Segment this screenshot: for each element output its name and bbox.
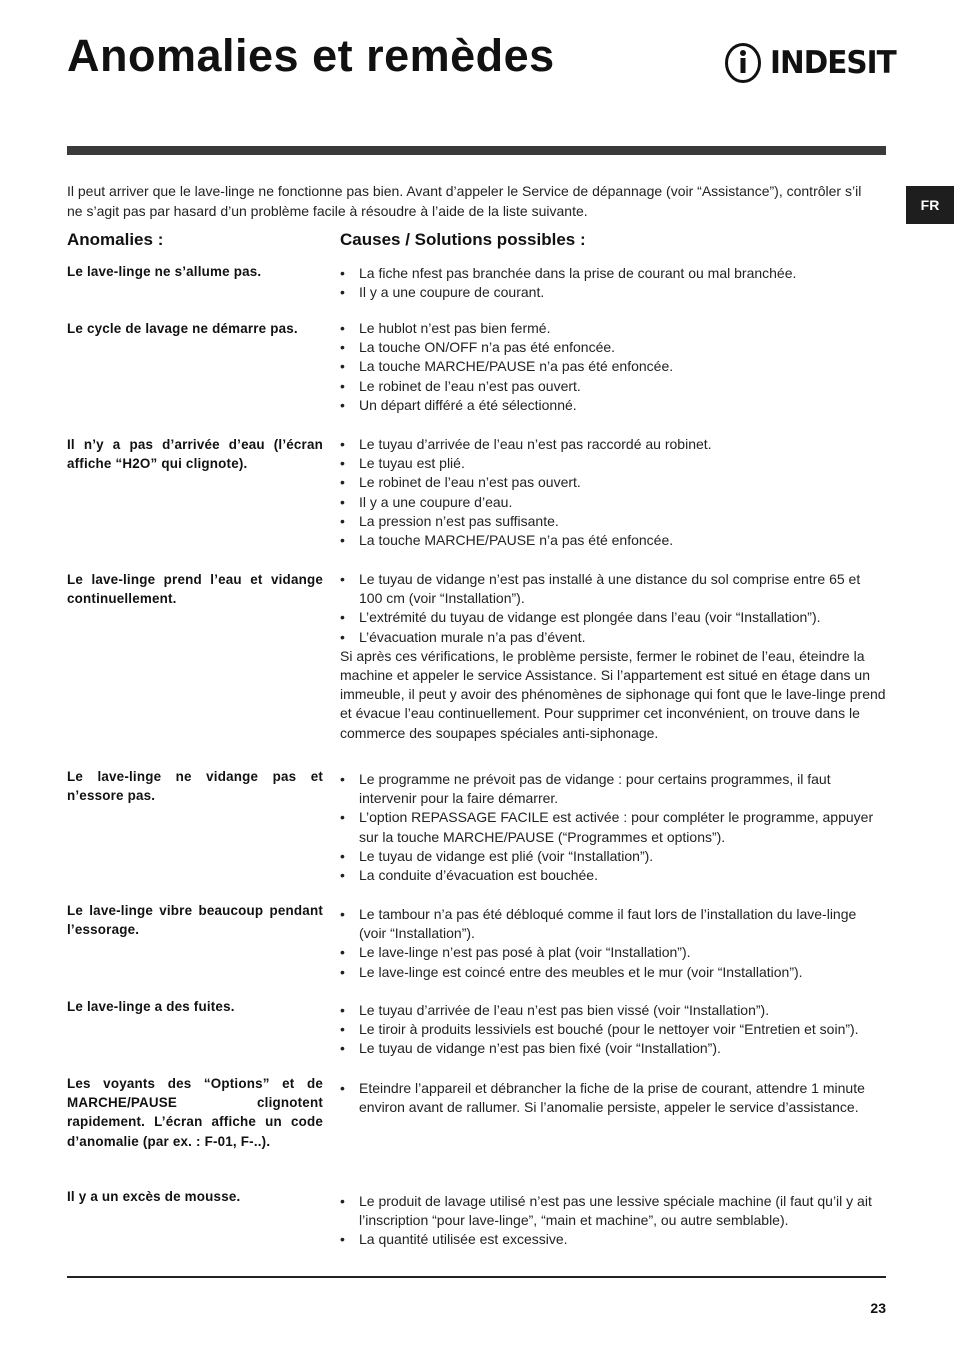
anomaly-label: Le lave-linge ne s’allume pas. bbox=[67, 264, 262, 279]
cause-item bbox=[340, 396, 886, 415]
bullet-icon: • bbox=[340, 1080, 345, 1096]
brand-logo bbox=[724, 42, 902, 84]
cause-text: Le tuyau est plié. bbox=[359, 455, 465, 472]
cause-item bbox=[340, 866, 886, 885]
anomaly-label: Le lave-linge a des fuites. bbox=[67, 999, 235, 1014]
cause-item bbox=[340, 770, 886, 808]
cause-text: La touche MARCHE/PAUSE n’a pas été enfoncée. bbox=[359, 532, 674, 549]
cause-item bbox=[340, 357, 886, 376]
anomaly-label: Il y a un excès de mousse. bbox=[67, 1189, 241, 1204]
intro-text: Il peut arriver que le lave-linge ne fonctionne pas bien. Avant d’appeler le Service de dépannage (voir “Assistance”), contrôler s’il ne s’agit pas par hasard d’un problème facile à résoudre à l’aide de la liste suivante. bbox=[67, 183, 862, 219]
bullet-icon: • bbox=[340, 1002, 345, 1018]
cause-item bbox=[340, 847, 886, 866]
cause-text: Le hublot n’est pas bien fermé. bbox=[359, 320, 551, 336]
bullet-icon: • bbox=[340, 963, 345, 980]
cause-item bbox=[340, 264, 886, 283]
cause-text: Le tuyau d’arrivée de l’eau n’est pas raccordé au robinet. bbox=[359, 436, 712, 452]
bullet-icon: • bbox=[340, 512, 345, 529]
cause-item bbox=[340, 628, 886, 647]
cause-item bbox=[340, 454, 886, 473]
anomaly-label: Les voyants des “Options” et de MARCHE/PAUSE clignotent rapidement. L’écran affiche un code d’anomalie (par ex. : F-01, F-..). bbox=[67, 1076, 323, 1149]
bullet-icon: • bbox=[340, 1040, 345, 1057]
causes-list bbox=[340, 1079, 886, 1117]
bullet-icon: • bbox=[340, 847, 345, 864]
bullet-icon: • bbox=[340, 493, 345, 510]
cause-text: L’option REPASSAGE FACILE est activée : pour compléter le programme, appuyer sur la touche MARCHE/PAUSE (“Programmes et options”). bbox=[359, 809, 874, 845]
cause-item bbox=[340, 377, 886, 396]
cause-item bbox=[340, 608, 886, 627]
cause-text: La touche ON/OFF n’a pas été enfoncée. bbox=[359, 339, 616, 356]
causes-list bbox=[340, 1001, 886, 1059]
causes-list bbox=[340, 264, 886, 302]
bottom-divider bbox=[67, 1276, 886, 1278]
bullet-icon: • bbox=[340, 396, 345, 413]
cause-text: Le tuyau de vidange est plié (voir “Installation”). bbox=[359, 847, 654, 864]
bullet-icon: • bbox=[340, 265, 345, 281]
anomaly-label: Le lave-linge prend l’eau et vidange continuellement. bbox=[67, 572, 323, 607]
cause-text: L’extrémité du tuyau de vidange est plongée dans l’eau (voir “Installation”). bbox=[359, 609, 821, 626]
indesit-logo-icon bbox=[724, 42, 764, 84]
cause-text: Le tuyau de vidange n’est pas bien fixé (voir “Installation”). bbox=[359, 1040, 721, 1057]
cause-text: La conduite d’évacuation est bouchée. bbox=[359, 867, 598, 884]
bullet-icon: • bbox=[340, 358, 345, 375]
cause-text: Le tiroir à produits lessiviels est bouché (pour le nettoyer voir “Entretien et soin”). bbox=[359, 1021, 859, 1038]
anomaly-label: Le cycle de lavage ne démarre pas. bbox=[67, 321, 298, 336]
causes-heading: Causes / Solutions possibles : bbox=[340, 230, 586, 249]
cause-item bbox=[340, 1192, 886, 1230]
brand-name: INDESIT bbox=[770, 45, 896, 81]
bullet-icon: • bbox=[340, 609, 345, 626]
cause-item bbox=[340, 1039, 886, 1058]
cause-item bbox=[340, 283, 886, 302]
cause-text: Il y a une coupure de courant. bbox=[359, 284, 545, 301]
cause-text: Le robinet de l’eau n’est pas ouvert. bbox=[359, 377, 581, 394]
cause-item bbox=[340, 1230, 886, 1249]
cause-text: Le robinet de l’eau n’est pas ouvert. bbox=[359, 474, 581, 491]
causes-list bbox=[340, 770, 886, 885]
cause-text: Le tuyau de vidange n’est pas installé à une distance du sol comprise entre 65 et 100 cm (voir “Installation”). bbox=[359, 571, 861, 607]
bullet-icon: • bbox=[340, 532, 345, 549]
cause-text: L’évacuation murale n’a pas d’évent. bbox=[359, 628, 586, 645]
cause-text: La pression n’est pas suffisante. bbox=[359, 512, 559, 529]
cause-text: La touche MARCHE/PAUSE n’a pas été enfoncée. bbox=[359, 358, 674, 375]
cause-item bbox=[340, 338, 886, 357]
bullet-icon: • bbox=[340, 867, 345, 884]
page-number: 23 bbox=[870, 1300, 886, 1316]
cause-text: Un départ différé a été sélectionné. bbox=[359, 396, 577, 413]
bullet-icon: • bbox=[340, 571, 345, 587]
cause-text: Le lave-linge est coincé entre des meubles et le mur (voir “Installation”). bbox=[359, 963, 803, 980]
cause-text: Le produit de lavage utilisé n’est pas une lessive spéciale machine (il faut qu’il y ait l’inscription “pour lave-linge”, “main et machine”, ou autre semblable). bbox=[359, 1193, 872, 1229]
causes-list bbox=[340, 570, 886, 743]
bullet-icon: • bbox=[340, 455, 345, 472]
anomaly-label: Le lave-linge vibre beaucoup pendant l’essorage. bbox=[67, 903, 323, 938]
cause-text: La quantité utilisée est excessive. bbox=[359, 1231, 568, 1248]
cause-note: Si après ces vérifications, le problème persiste, fermer le robinet de l’eau, éteindre la machine et appeler le service Assistance. Si l’appartement est situé en étage dans un immeuble, il peut y avoir des phénomènes de siphonage qui font que le lave-linge prend et évacue l’eau continuellement. Pour supprimer cet inconvénient, on trouve dans le commerce des soupapes spéciales anti-siphonage. bbox=[340, 647, 886, 741]
bullet-icon: • bbox=[340, 377, 345, 394]
cause-item bbox=[340, 319, 886, 338]
anomaly-label: Le lave-linge ne vidange pas et n’essore pas. bbox=[67, 769, 323, 804]
anomaly-label: Il n’y a pas d’arrivée d’eau (l’écran affiche “H2O” qui clignote). bbox=[67, 437, 323, 472]
cause-text: La fiche nfest pas branchée dans la prise de courant ou mal branchée. bbox=[359, 265, 797, 281]
bullet-icon: • bbox=[340, 628, 345, 645]
bullet-icon: • bbox=[340, 339, 345, 356]
bullet-icon: • bbox=[340, 436, 345, 452]
anomalies-heading: Anomalies : bbox=[67, 230, 164, 249]
causes-list bbox=[340, 905, 886, 982]
page-title: Anomalies et remèdes bbox=[67, 30, 555, 81]
bullet-icon: • bbox=[340, 320, 345, 336]
cause-item bbox=[340, 1020, 886, 1039]
cause-text: Le tambour n’a pas été débloqué comme il faut lors de l’installation du lave-linge (voir “Installation”). bbox=[359, 906, 857, 942]
cause-item bbox=[340, 943, 886, 962]
bullet-icon: • bbox=[340, 474, 345, 491]
bullet-icon: • bbox=[340, 1021, 345, 1038]
bullet-icon: • bbox=[340, 809, 345, 826]
cause-item bbox=[340, 512, 886, 531]
bullet-icon: • bbox=[340, 284, 345, 301]
bullet-icon: • bbox=[340, 1193, 345, 1209]
cause-text: Le lave-linge n’est pas posé à plat (voir “Installation”). bbox=[359, 944, 691, 961]
bullet-icon: • bbox=[340, 771, 345, 787]
cause-item bbox=[340, 531, 886, 550]
cause-item bbox=[340, 963, 886, 982]
bullet-icon: • bbox=[340, 1231, 345, 1248]
cause-text: Le tuyau d’arrivée de l’eau n’est pas bien vissé (voir “Installation”). bbox=[359, 1002, 770, 1018]
cause-item bbox=[340, 435, 886, 454]
cause-item bbox=[340, 1001, 886, 1020]
bullet-icon: • bbox=[340, 906, 345, 922]
cause-item bbox=[340, 473, 886, 492]
causes-list bbox=[340, 435, 886, 550]
language-tab: FR bbox=[906, 186, 954, 224]
cause-item bbox=[340, 570, 886, 608]
top-divider bbox=[67, 146, 886, 155]
causes-list bbox=[340, 319, 886, 415]
cause-item bbox=[340, 808, 886, 846]
causes-list bbox=[340, 1192, 886, 1250]
cause-item bbox=[340, 1079, 886, 1117]
cause-item bbox=[340, 905, 886, 943]
cause-text: Le programme ne prévoit pas de vidange : pour certains programmes, il faut intervenir pour la faire démarrer. bbox=[359, 771, 831, 807]
cause-text: Il y a une coupure d’eau. bbox=[359, 493, 513, 510]
cause-item bbox=[340, 493, 886, 512]
cause-text: Eteindre l’appareil et débrancher la fiche de la prise de courant, attendre 1 minute environ avant de rallumer. Si l’anomalie persiste, appeler le service d’assistance. bbox=[359, 1080, 865, 1116]
bullet-icon: • bbox=[340, 944, 345, 961]
